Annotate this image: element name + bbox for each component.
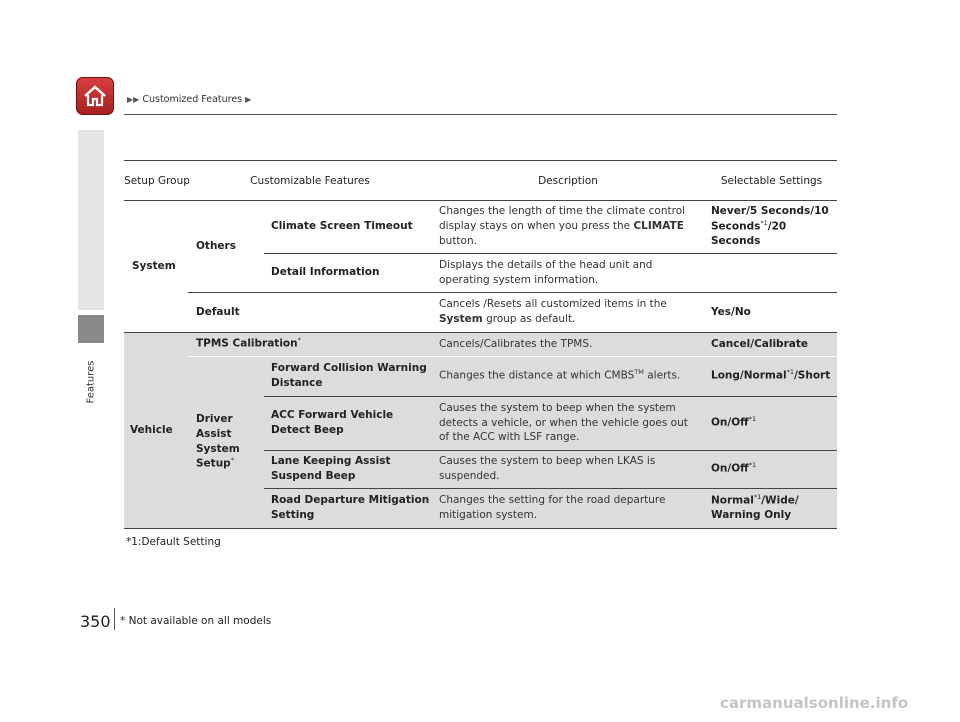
desc-tpms-calibration: Cancels/Calibrates the TPMS. [439,337,593,350]
settings-default: Yes/No [711,305,751,318]
desc-climate-screen-timeout: Changes the length of time the climate control display stays on when you press the CLIMATE button. [439,205,686,247]
settings-acc-forward-vehicle-detect-beep: On/Off$^{*1}$ [711,415,757,429]
feature-tpms-calibration: TPMS Calibration* [196,336,301,350]
breadcrumb[interactable] [127,94,251,105]
availability-note: * Not available on all models [120,615,272,627]
feature-climate-screen-timeout: Climate Screen Timeout [271,220,413,233]
home-button[interactable] [76,77,114,115]
desc-forward-collision-warning-distance: Changes the distance at which CMBS™ alerts. [439,368,681,382]
breadcrumb-label[interactable]: Customized Features [142,94,243,105]
header-setup-group: Setup Group [124,174,190,187]
side-bar [78,130,104,310]
feature-road-departure-mitigation-setting: Road Departure Mitigation Setting [271,494,430,521]
feature-default: Default [196,305,240,318]
section-tab[interactable] [78,315,104,343]
desc-lane-keeping-assist-suspend-beep: Causes the system to beep when LKAS is suspended. [439,455,656,482]
table-bottom-rule [124,528,837,529]
desc-detail-information: Displays the details of the head unit and operating system information. [439,258,653,286]
table-top-rule [124,160,837,161]
feature-lane-keeping-assist-suspend-beep: Lane Keeping Assist Suspend Beep [271,455,391,482]
subgroup-others: Others [196,239,236,252]
header-selectable-settings: Selectable Settings [720,174,823,187]
default-setting-footnote: *1:Default Setting [126,536,221,548]
header-divider [124,114,837,115]
group-system: System [132,259,176,272]
breadcrumb-suffix-icon: ▶ [245,95,252,104]
header-description: Description [538,174,598,187]
page-number: 350 [80,612,111,631]
feature-acc-forward-vehicle-detect-beep: ACC Forward Vehicle Detect Beep [271,409,394,436]
settings-road-departure-mitigation-setting: Normal$^{*1}$/Wide/ Warning Only [711,493,799,522]
subgroup-driver-assist-system-setup: Driver Assist System Setup* [196,413,240,470]
desc-default: Cancels /Resets all customized items in the System group as default. [439,298,667,325]
breadcrumb-prefix-icon: ▶▶ [127,95,140,104]
home-icon [81,82,109,110]
settings-climate-screen-timeout: Never/5 Seconds/10 Seconds$^{*1}$/20 Seconds [711,205,829,248]
watermark: carmanualsonline.info [720,694,909,712]
footer-divider [114,608,115,630]
settings-forward-collision-warning-distance: Long/Normal$^{*1}$/Short [711,368,831,382]
group-vehicle: Vehicle [130,423,173,436]
feature-detail-information: Detail Information [271,266,380,279]
desc-acc-forward-vehicle-detect-beep: Causes the system to beep when the system detects a vehicle, or when the vehicle goes out of the ACC with LSF range. [439,401,688,444]
feature-forward-collision-warning-distance: Forward Collision Warning Distance [271,362,427,389]
desc-road-departure-mitigation-setting: Changes the setting for the road departure mitigation system. [439,494,666,521]
header-customizable-features: Customizable Features [250,174,370,187]
settings-tpms-calibration: Cancel/Calibrate [711,337,808,350]
section-label: Features [85,360,97,404]
settings-lane-keeping-assist-suspend-beep: On/Off$^{*1}$ [711,461,757,475]
